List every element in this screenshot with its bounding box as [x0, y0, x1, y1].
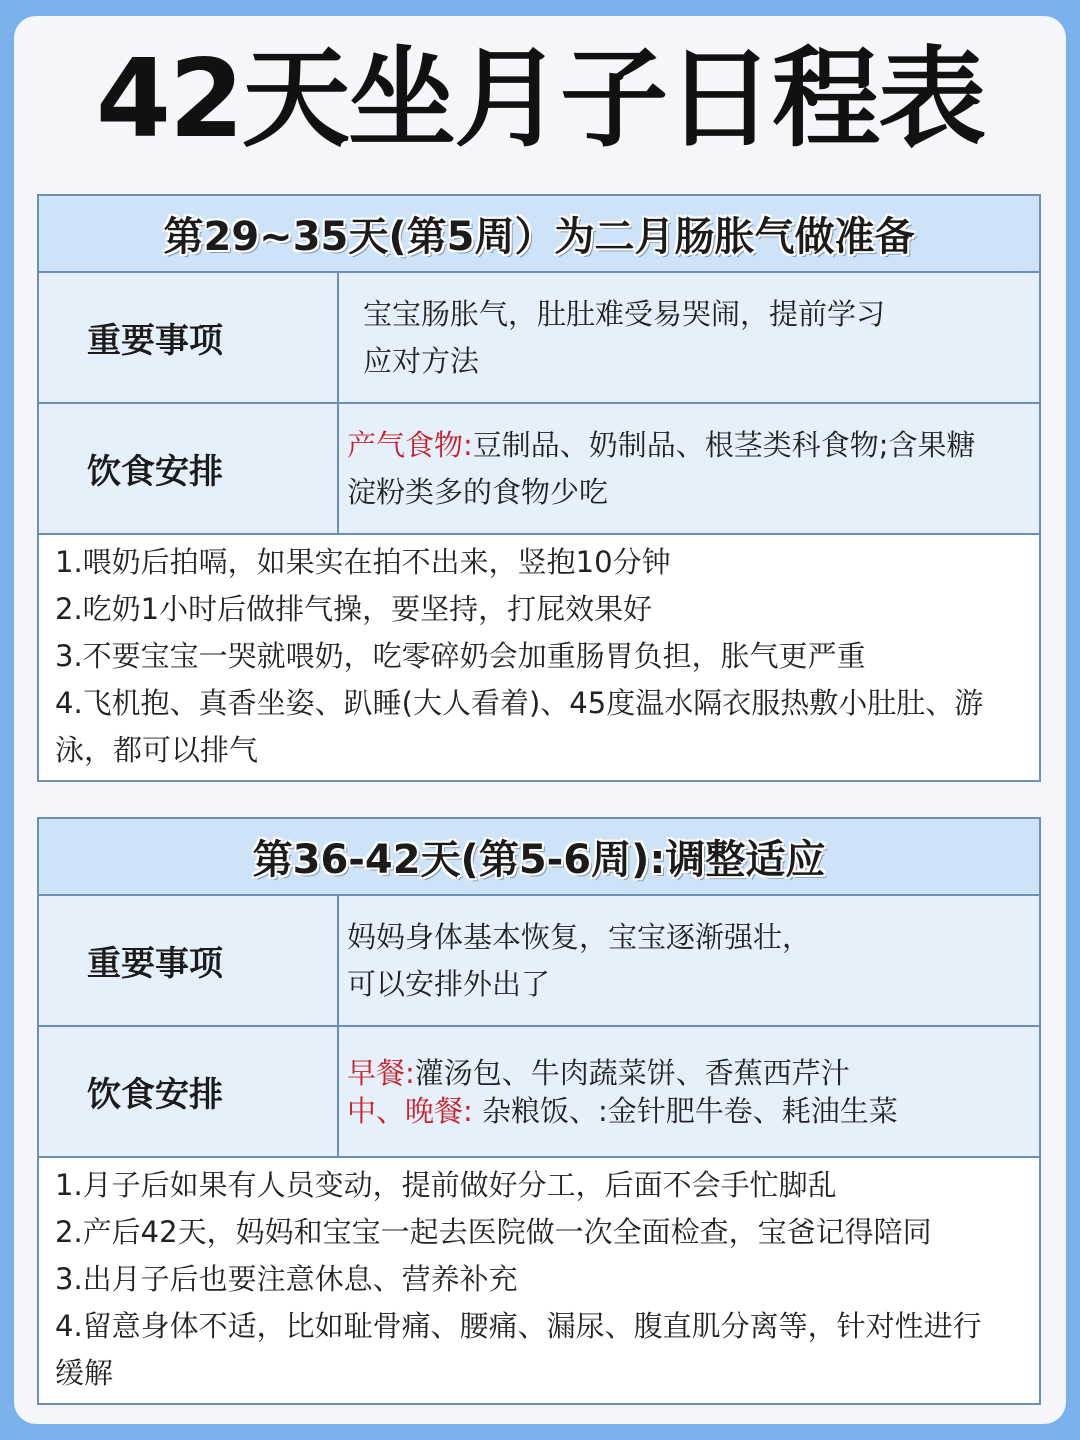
content-line: 淀粉类多的食物少吃 — [347, 474, 609, 509]
content-line — [347, 422, 1039, 469]
content-line: 宝宝肠胀气，肚肚难受易哭闹，提前学习 — [363, 296, 886, 331]
row-label: 饮食安排 — [39, 1027, 339, 1156]
important-row — [39, 896, 1039, 1027]
section-header: 第36-42天(第5-6周):调整适应 — [39, 819, 1039, 896]
row-content — [339, 273, 1039, 402]
content-line — [347, 1054, 1039, 1092]
week5-section — [37, 194, 1041, 782]
highlight-label: 产气食物: — [347, 427, 473, 462]
breakfast-label: 早餐: — [347, 1055, 415, 1090]
tip-item: 2.产后42天，妈妈和宝宝一起去医院做一次全面检查，宝爸记得陪同 — [55, 1215, 932, 1249]
tips-list — [39, 1158, 1039, 1403]
content-line — [347, 1092, 1039, 1130]
diet-row — [39, 404, 1039, 535]
tip-item: 3.出月子后也要注意休息、营养补充 — [55, 1262, 518, 1296]
content-text: 豆制品、奶制品、根茎类科食物;含果糖 — [472, 427, 976, 462]
tip-item: 2.吃奶1小时后做排气操，要坚持，打屁效果好 — [55, 592, 653, 626]
tip-item: 1.喂奶后拍嗝，如果实在拍不出来，竖抱10分钟 — [55, 545, 671, 579]
tips-list — [39, 535, 1039, 780]
tip-item: 3.不要宝宝一哭就喂奶，吃零碎奶会加重肠胃负担，胀气更严重 — [55, 639, 866, 673]
tip-item: 4.留意身体不适，比如耻骨痛、腰痛、漏尿、腹直肌分离等，针对性进行缓解 — [55, 1309, 982, 1390]
row-label: 重要事项 — [39, 896, 339, 1025]
tip-item: 4.飞机抱、真香坐姿、趴睡(大人看着)、45度温水隔衣服热敷小肚肚、游泳，都可以排气 — [55, 686, 984, 767]
diet-row — [39, 1027, 1039, 1158]
content-line: 妈妈身体基本恢复，宝宝逐渐强壮， — [347, 919, 812, 954]
row-label: 饮食安排 — [39, 404, 339, 533]
lunch-text: 杂粮饭、:金针肥牛卷、耗油生菜 — [472, 1093, 898, 1128]
section-header: 第29~35天(第5周）为二月肠胀气做准备 — [39, 196, 1039, 273]
tip-item: 1.月子后如果有人员变动，提前做好分工，后面不会手忙脚乱 — [55, 1168, 837, 1202]
week6-section — [37, 817, 1041, 1405]
row-content — [339, 404, 1039, 533]
page-title: 42天坐月子日程表 — [95, 37, 985, 162]
content-line: 可以安排外出了 — [347, 966, 551, 1001]
row-content — [339, 1027, 1039, 1156]
important-row — [39, 273, 1039, 404]
row-content — [339, 896, 1039, 1025]
row-label: 重要事项 — [39, 273, 339, 402]
breakfast-text: 灌汤包、牛肉蔬菜饼、香蕉西芹汁 — [414, 1055, 850, 1090]
lunch-label: 中、晚餐: — [347, 1093, 473, 1128]
content-line: 应对方法 — [363, 343, 480, 378]
